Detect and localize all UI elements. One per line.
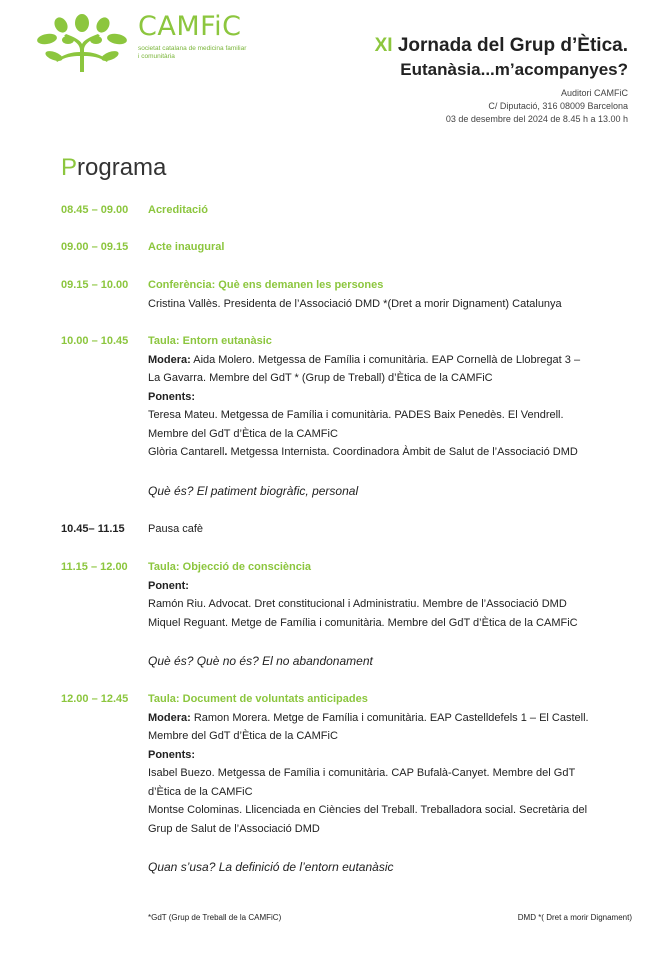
session-time: 12.00 – 12.45: [61, 693, 129, 705]
logo-subtitle: societat catalana de medicina familiar i comunitària: [138, 45, 247, 60]
session-content: [148, 520, 633, 539]
logo-wordmark: CAMFiC: [138, 11, 242, 42]
programa-heading: [61, 154, 166, 182]
event-date: 03 de desembre del 2024 de 8.45 h a 13.00 h: [445, 114, 628, 124]
event-details: [375, 87, 628, 126]
moderator-line: [148, 709, 633, 728]
event-title-rest: Jornada del Grup d’Ètica.: [397, 35, 628, 56]
session-question: Què és? Què no és? El no abandonament: [148, 654, 373, 668]
session-time: 10.00 – 10.45: [61, 335, 129, 347]
moderator-text: Ramon Morera. Metge de Família i comunitària. EAP Castelldefels 1 – El Castell.: [190, 711, 589, 724]
session-content: [148, 276, 633, 313]
moderator-text: Aida Molero. Metgessa de Família i comunitària. EAP Cornellà de Llobregat 3 –: [190, 353, 581, 366]
event-subtitle: Eutanàsia...m’acompanyes?: [400, 60, 628, 79]
session-content: [148, 201, 633, 220]
event-title: [375, 34, 628, 58]
session-time: 08.45 – 09.00: [61, 204, 129, 216]
ponents-label: Ponents:: [148, 748, 196, 761]
speaker-line: Cristina Vallès. Presidenta de l’Associació DMD *(Dret a morir Dignament) Catalunya: [148, 297, 562, 310]
speaker-line: Miquel Reguant. Metge de Família i comunitària. Membre del GdT d’Ètica de la CAMFiC: [148, 616, 578, 629]
footnote-gdt: *GdT (Grup de Treball de la CAMFiC): [148, 913, 282, 922]
footnote-dmd: DMD *( Dret a morir Dignament): [517, 913, 632, 922]
speaker-dot: .: [224, 446, 228, 458]
session-content: [148, 332, 633, 500]
speaker-line: Teresa Mateu. Metgessa de Família i comunitària. PADES Baix Penedès. El Vendrell.: [148, 409, 564, 421]
session-time: 10.45– 11.15: [61, 523, 125, 535]
session-time: 09.15 – 10.00: [61, 279, 129, 291]
programa-initial: P: [61, 154, 78, 181]
programa-rest: rograma: [77, 154, 167, 181]
speaker-line: [148, 443, 633, 462]
session-time: 11.15 – 12.00: [61, 561, 128, 573]
session-title: Taula: Document de voluntats anticipades: [148, 693, 368, 705]
session-title: Pausa cafè: [148, 523, 204, 535]
session-title: Acte inaugural: [148, 241, 225, 253]
tree-icon: [34, 12, 130, 74]
session-time: 09.00 – 09.15: [61, 241, 129, 253]
session-content: [148, 690, 633, 877]
event-address: C/ Diputació, 316 08009 Barcelona: [488, 101, 628, 111]
session-question: Quan s’usa? La definició de l’entorn eutanàsic: [148, 860, 394, 874]
event-header: [375, 34, 628, 126]
moderator-label: Modera:: [148, 353, 191, 366]
session-content: [148, 558, 633, 671]
speaker-rest: Metgessa Internista. Coordinadora Àmbit de Salut de l’Associació DMD: [227, 446, 578, 458]
speaker-line: Ramón Riu. Advocat. Dret constitucional i Administratiu. Membre de l’Associació DMD: [148, 598, 567, 610]
moderator-label: Modera:: [148, 711, 191, 724]
event-venue: Auditori CAMFiC: [560, 88, 628, 98]
moderator-line-cont: La Gavarra. Membre del GdT * (Grup de Treball) d’Ètica de la CAMFiC: [148, 372, 493, 384]
speaker-line-cont: d’Ètica de la CAMFiC: [148, 785, 253, 798]
moderator-line-cont: Membre del GdT d’Ètica de la CAMFiC: [148, 730, 338, 742]
ponents-label: Ponents:: [148, 390, 196, 403]
ponent-label: Ponent:: [148, 579, 189, 592]
speaker-line: Isabel Buezo. Metgessa de Família i comunitària. CAP Bufalà-Canyet. Membre del GdT: [148, 767, 576, 779]
camfic-logo: [34, 11, 247, 74]
speaker-line: Montse Colominas. Llicenciada en Ciències del Treball. Treballadora social. Secretària del: [148, 804, 588, 816]
session-content: [148, 238, 633, 257]
session-title: Taula: Entorn eutanàsic: [148, 335, 272, 347]
speaker-name: Glòria Cantarell: [148, 446, 225, 458]
session-title: Conferència: Què ens demanen les persones: [148, 279, 384, 291]
moderator-line: [148, 351, 633, 370]
session-question: Què és? El patiment biogràfic, personal: [148, 483, 359, 498]
edition-roman: XI: [374, 35, 393, 56]
session-title: Acreditació: [148, 204, 208, 216]
session-title: Taula: Objecció de consciència: [148, 561, 312, 573]
speaker-line-cont: Grup de Salut de l’Associació DMD: [148, 822, 320, 835]
speaker-line-cont: Membre del GdT d’Ètica de la CAMFiC: [148, 427, 338, 440]
